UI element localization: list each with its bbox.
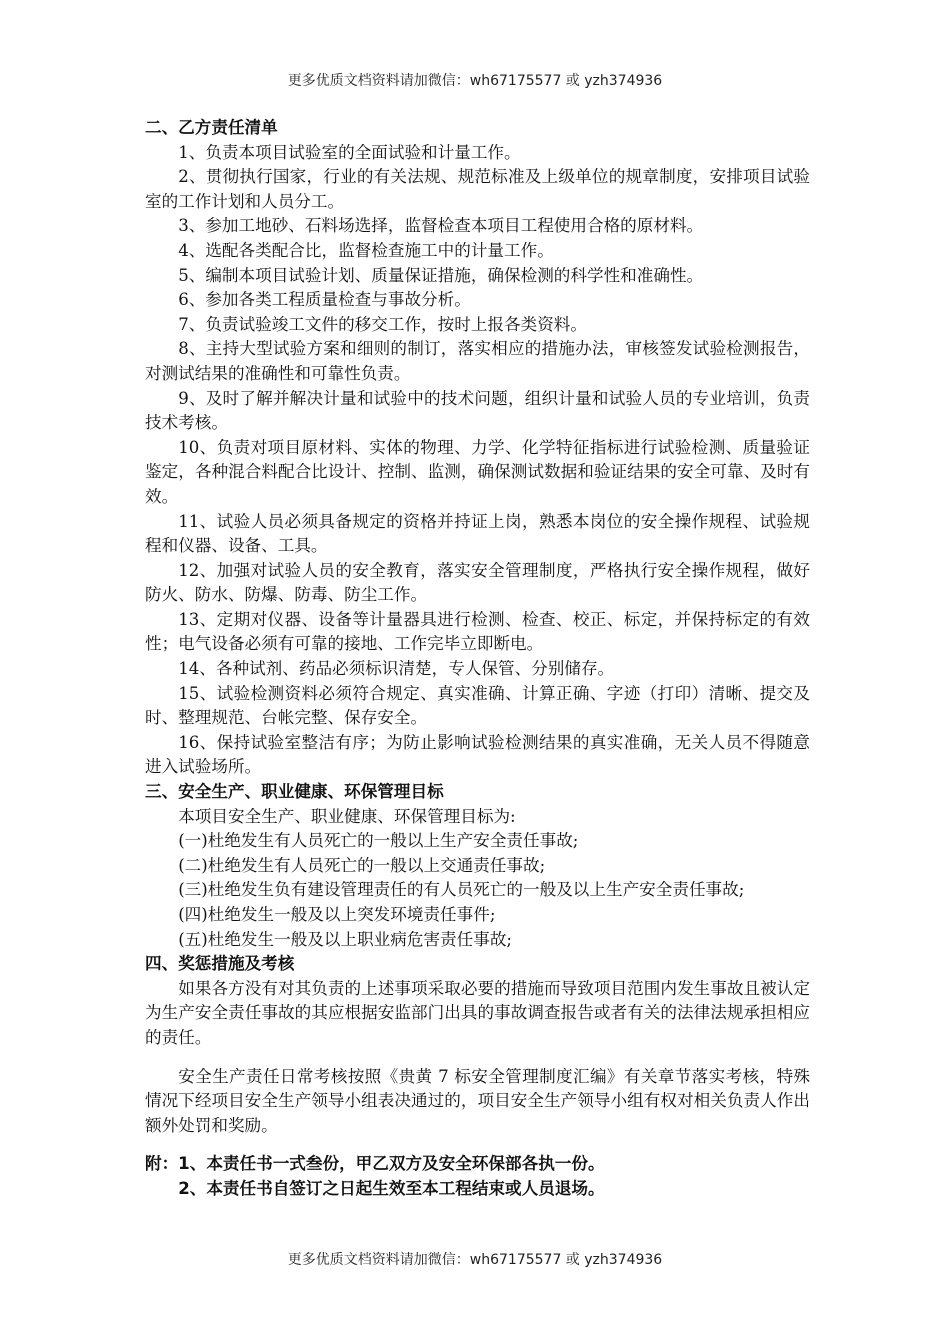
list-item: 11、试验人员必须具备规定的资格并持证上岗，熟悉本岗位的安全操作规程、试验规程和仪器、设备、工具。: [145, 511, 810, 556]
list-item: (一)杜绝发生有人员死亡的一般以上生产安全责任事故;: [178, 831, 579, 851]
list-item: 6、参加各类工程质量检查与事故分析。: [178, 290, 471, 310]
list-item: 5、编制本项目试验计划、质量保证措施，确保检测的科学性和准确性。: [178, 265, 704, 285]
list-item: (四)杜绝发生一般及以上突发环境责任事件;: [178, 905, 496, 924]
list-item: 9、及时了解并解决计量和试验中的技术问题，组织计量和试验人员的专业培训，负责技术考核。: [145, 388, 810, 433]
section-2-title: 二、乙方责任清单: [145, 118, 278, 137]
list-item: 12、加强对试验人员的安全教育，落实安全管理制度，严格执行安全操作规程，做好防火、防水、防爆、防毒、防尘工作。: [145, 560, 810, 605]
list-item: 14、各种试剂、药品必须标识清楚，专人保管、分别储存。: [178, 659, 615, 679]
page-footer: 更多优质文档资料请加微信：wh67175577 或 yzh374936: [287, 1252, 663, 1268]
list-item: 13、定期对仪器、设备等计量器具进行检测、检查、校正、标定，并保持标定的有效性；电气设备必须有可靠的接地、工作完毕立即断电。: [145, 609, 810, 654]
section-4-title: 四、奖惩措施及考核: [145, 954, 295, 974]
list-item: 16、保持试验室整洁有序；为防止影响试验检测结果的真实准确，无关人员不得随意进入试验场所。: [145, 732, 810, 777]
section-3-title: 三、安全生产、职业健康、环保管理目标: [145, 782, 444, 802]
attachment-line-1: 附：1、本责任书一式叁份，甲乙双方及安全环保部各执一份。: [145, 1154, 605, 1174]
list-item: 2、贯彻执行国家，行业的有关法规、规范标准及上级单位的规章制度，安排项目试验室的工作计划和人员分工。: [145, 167, 810, 211]
list-item: (二)杜绝发生有人员死亡的一般以上交通责任事故;: [178, 855, 546, 875]
document-body: [145, 116, 810, 1202]
list-item: 15、试验检测资料必须符合规定、真实准确、计算正确、字迹（打印）清晰、提交及时、整理规范、台帐完整、保存安全。: [145, 683, 810, 728]
list-item: 7、负责试验竣工文件的移交工作，按时上报各类资料。: [178, 314, 587, 334]
list-item: 8、主持大型试验方案和细则的制订，落实相应的措施办法，审核签发试验检测报告，对测试结果的准确性和可靠性负责。: [145, 339, 810, 383]
section-4-paragraph-2: 安全生产责任日常考核按照《贵黄 7 标安全管理制度汇编》有关章节落实考核，特殊情况下经项目安全生产领导小组表决通过的，项目安全生产领导小组有权对相关负责人作出额外处罚和奖励。: [145, 1066, 810, 1135]
section-3-intro: 本项目安全生产、职业健康、环保管理目标为:: [178, 806, 516, 826]
list-item: 4、选配各类配合比，监督检查施工中的计量工作。: [178, 240, 554, 260]
page-header: 更多优质文档资料请加微信：wh67175577 或 yzh374936: [287, 73, 663, 89]
list-item: 3、参加工地砂、石料场选择，监督检查本项目工程使用合格的原材料。: [178, 216, 704, 236]
list-item: (五)杜绝发生一般及以上职业病危害责任事故;: [178, 929, 513, 949]
list-item: 10、负责对项目原材料、实体的物理、力学、化学特征指标进行试验检测、质量验证鉴定，各种混合料配合比设计、控制、监测，确保测试数据和验证结果的安全可靠、及时有效。: [145, 437, 810, 506]
section-4-paragraph-1: 如果各方没有对其负责的上述事项采取必要的措施而导致项目范围内发生事故且被认定为生产安全责任事故的其应根据安监部门出具的事故调查报告或者有关的法律法规承担相应的责任。: [145, 978, 810, 1047]
list-item: (三)杜绝发生负有建设管理责任的有人员死亡的一般及以上生产安全责任事故;: [178, 880, 745, 900]
list-item: 1、负责本项目试验室的全面试验和计量工作。: [178, 142, 521, 162]
attachment-line-2: 2、本责任书自签订之日起生效至本工程结束或人员退场。: [178, 1178, 605, 1198]
